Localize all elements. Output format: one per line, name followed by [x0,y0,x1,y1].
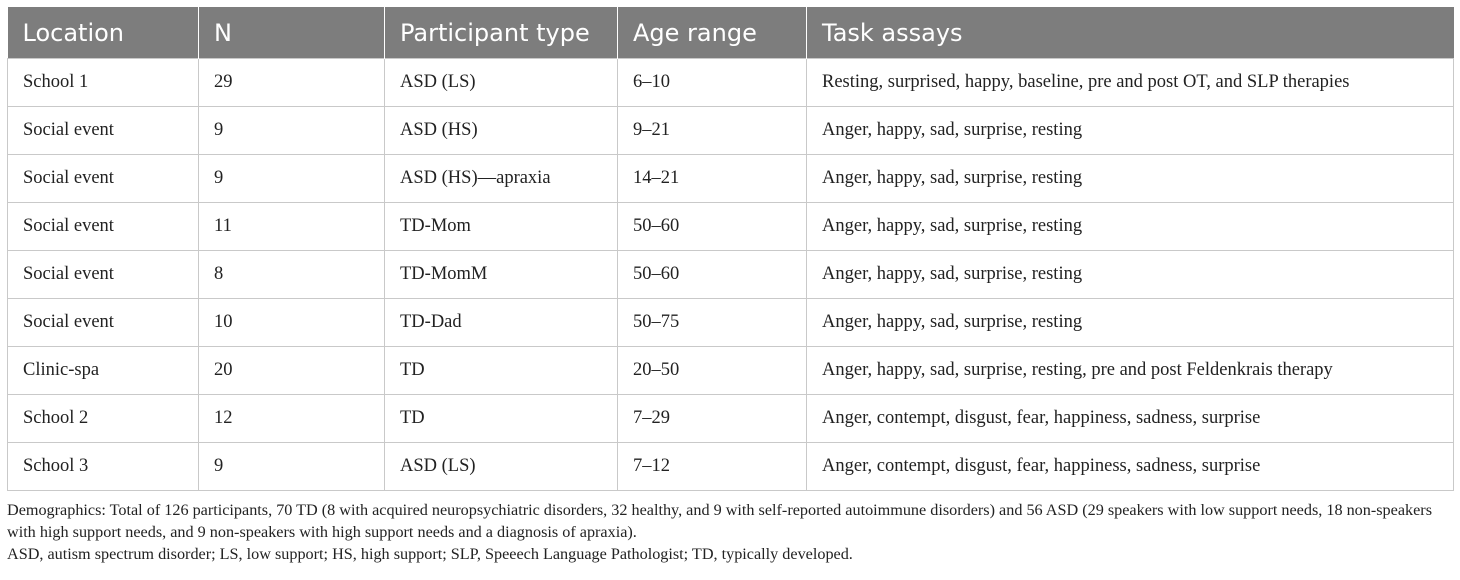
cell-n: 9 [199,107,385,155]
table-row [8,59,1454,107]
cell-location: School 3 [8,443,199,491]
demographics-note: Demographics: Total of 126 participants, 70 TD (8 with acquired neuropsychiatric disorders, 32 healthy, and 9 with self-reported autoimmune disorders) and 56 ASD (29 speakers with low support needs, 18 non-speakers with high support needs, and 9 non-speakers with high support needs and a diagnosis of apraxia). [7,501,1432,541]
header-age-range: Age range [618,7,807,59]
table-row [8,347,1454,395]
header-location: Location [8,7,199,59]
table-row [8,155,1454,203]
cell-participant-type: TD [385,347,618,395]
table-row [8,395,1454,443]
cell-n: 9 [199,443,385,491]
cell-task-assays: Anger, happy, sad, surprise, resting, pre and post Feldenkrais therapy [807,347,1454,395]
cell-task-assays: Resting, surprised, happy, baseline, pre and post OT, and SLP therapies [807,59,1454,107]
cell-n: 8 [199,251,385,299]
table-row [8,443,1454,491]
demographics-table-container [7,7,1453,491]
cell-location: School 2 [8,395,199,443]
table-footnotes [7,499,1457,565]
cell-n: 20 [199,347,385,395]
table-row [8,107,1454,155]
cell-location: Social event [8,251,199,299]
abbreviations-note: ASD, autism spectrum disorder; LS, low support; HS, high support; SLP, Speeech Language Pathologist; TD, typically developed. [7,545,853,563]
cell-n: 9 [199,155,385,203]
cell-task-assays: Anger, happy, sad, surprise, resting [807,299,1454,347]
table-row [8,299,1454,347]
cell-age-range: 50–75 [618,299,807,347]
cell-location: Social event [8,299,199,347]
cell-location: School 1 [8,59,199,107]
cell-age-range: 50–60 [618,203,807,251]
cell-task-assays: Anger, happy, sad, surprise, resting [807,251,1454,299]
table-row [8,203,1454,251]
cell-participant-type: ASD (LS) [385,443,618,491]
cell-location: Social event [8,203,199,251]
cell-location: Social event [8,155,199,203]
cell-n: 12 [199,395,385,443]
cell-task-assays: Anger, happy, sad, surprise, resting [807,155,1454,203]
cell-n: 29 [199,59,385,107]
cell-location: Clinic-spa [8,347,199,395]
header-n: N [199,7,385,59]
cell-participant-type: TD-MomM [385,251,618,299]
cell-task-assays: Anger, happy, sad, surprise, resting [807,107,1454,155]
cell-participant-type: TD [385,395,618,443]
cell-n: 10 [199,299,385,347]
cell-age-range: 7–12 [618,443,807,491]
header-participant-type: Participant type [385,7,618,59]
cell-task-assays: Anger, happy, sad, surprise, resting [807,203,1454,251]
table-header-row [8,7,1454,59]
cell-participant-type: ASD (HS)—apraxia [385,155,618,203]
cell-age-range: 50–60 [618,251,807,299]
cell-participant-type: TD-Dad [385,299,618,347]
cell-participant-type: TD-Mom [385,203,618,251]
cell-age-range: 7–29 [618,395,807,443]
header-task-assays: Task assays [807,7,1454,59]
demographics-table [7,7,1454,491]
cell-age-range: 20–50 [618,347,807,395]
cell-task-assays: Anger, contempt, disgust, fear, happiness, sadness, surprise [807,443,1454,491]
cell-participant-type: ASD (LS) [385,59,618,107]
cell-age-range: 9–21 [618,107,807,155]
cell-n: 11 [199,203,385,251]
cell-age-range: 6–10 [618,59,807,107]
cell-age-range: 14–21 [618,155,807,203]
cell-location: Social event [8,107,199,155]
cell-task-assays: Anger, contempt, disgust, fear, happiness, sadness, surprise [807,395,1454,443]
table-row [8,251,1454,299]
cell-participant-type: ASD (HS) [385,107,618,155]
